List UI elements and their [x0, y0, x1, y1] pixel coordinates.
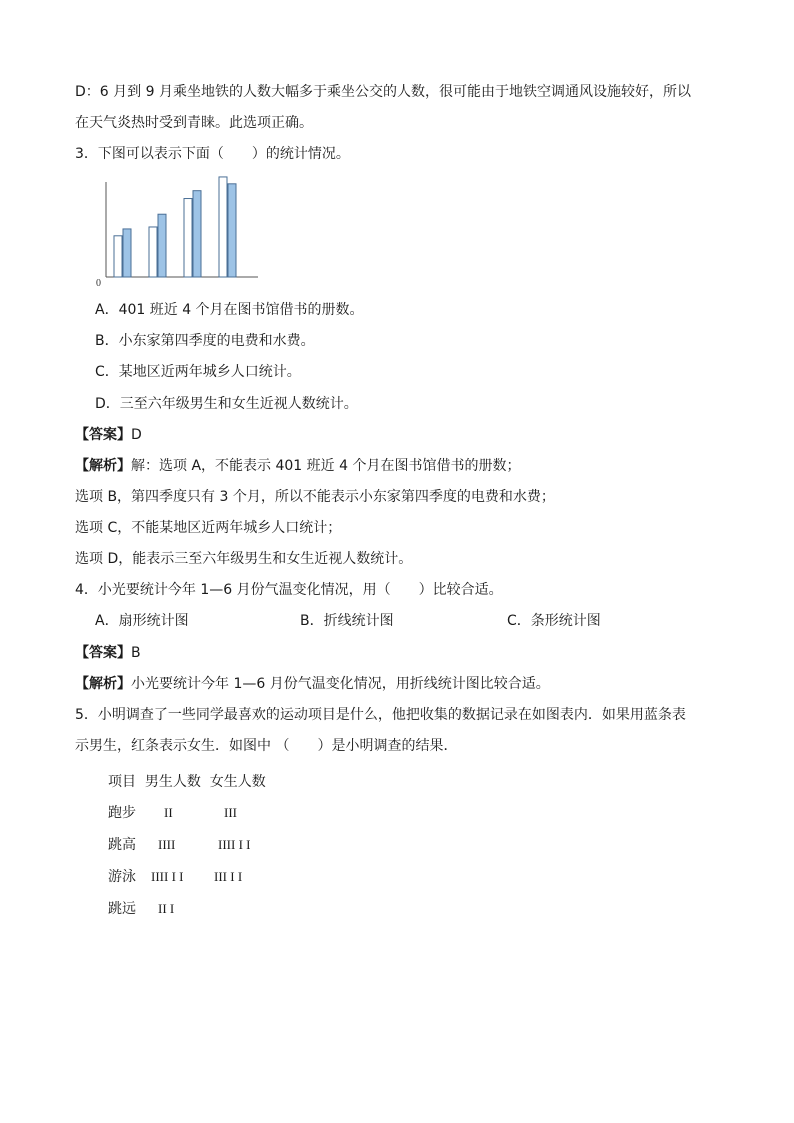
chart-bars [114, 177, 236, 277]
q3-analysis-line3: 选项 C，不能某地区近两年城乡人口统计； [75, 520, 342, 536]
bar-series2-group4 [228, 184, 236, 277]
q5-row-item: 跳高 [108, 837, 136, 853]
q4-analysis [75, 674, 550, 694]
q3-answer [75, 425, 142, 445]
q4-analysis-tag: 【解析】 [75, 676, 131, 692]
q4-option-b: B．折线统计图 [300, 613, 394, 629]
q5-row-item: 跳远 [108, 901, 136, 917]
bar-series2-group3 [193, 191, 201, 277]
q5-row-boys: IIII I I [151, 869, 184, 884]
q2-option-d-line1: D：6 月到 9 月乘坐地铁的人数大幅多于乘坐公交的人数，很可能由于地铁空调通风设施较好，所以 [75, 84, 691, 100]
q3-option-d: D．三至六年级男生和女生近视人数统计。 [95, 396, 358, 412]
q4-stem: 4．小光要统计今年 1—6 月份气温变化情况，用（ ）比较合适。 [75, 582, 503, 598]
q5-row-girls: III [224, 805, 237, 820]
q5-row-boys: II [164, 805, 173, 820]
q5-row-high-jump [0, 835, 794, 855]
chart-origin-label: 0 [96, 278, 101, 289]
bar-series1-group3 [184, 199, 192, 277]
bar-series2-group1 [123, 229, 131, 277]
q5-row-boys: IIII [158, 837, 176, 852]
q3-analysis-line1 [75, 456, 520, 476]
q3-analysis-line4: 选项 D，能表示三至六年级男生和女生近视人数统计。 [75, 551, 413, 567]
bar-series2-group2 [158, 214, 166, 277]
q5-row-running [0, 803, 794, 823]
q5-row-boys: II I [158, 901, 175, 916]
q3-answer-value: D [131, 427, 142, 443]
q5-table-header: 项目 男生人数 女生人数 [108, 774, 266, 790]
q5-stem-line1: 5．小明调查了一些同学最喜欢的运动项目是什么，他把收集的数据记录在如图表内．如果用蓝条表 [75, 707, 686, 723]
bar-series1-group4 [219, 177, 227, 277]
q5-stem-line2: 示男生，红条表示女生．如图中 （ ）是小明调查的结果． [75, 738, 458, 754]
q4-answer-value: B [131, 645, 141, 661]
q3-option-b: B．小东家第四季度的电费和水费。 [95, 333, 315, 349]
q5-row-item: 跑步 [108, 805, 136, 821]
q5-row-girls: IIII I I [218, 837, 251, 852]
q2-option-d-line2: 在天气炎热时受到青睐。此选项正确。 [75, 115, 313, 131]
q5-row-long-jump [0, 899, 794, 919]
q4-option-a: A．扇形统计图 [95, 613, 189, 629]
q4-answer [75, 643, 141, 663]
bar-series1-group2 [149, 227, 157, 277]
q3-analysis-text1: 解：选项 A，不能表示 401 班近 4 个月在图书馆借书的册数； [131, 458, 521, 474]
q5-row-girls: III I I [214, 869, 243, 884]
q5-row-item: 游泳 [108, 869, 136, 885]
bar-series1-group1 [114, 236, 122, 277]
q4-option-c: C．条形统计图 [507, 613, 601, 629]
q4-answer-tag: 【答案】 [75, 645, 131, 661]
q4-options-row [0, 611, 794, 631]
q3-option-a: A．401 班近 4 个月在图书馆借书的册数。 [95, 302, 364, 318]
q3-bar-chart [90, 170, 270, 290]
q5-row-swimming [0, 867, 794, 887]
q3-option-c: C．某地区近两年城乡人口统计。 [95, 364, 301, 380]
q3-analysis-tag: 【解析】 [75, 458, 131, 474]
q3-analysis-line2: 选项 B，第四季度只有 3 个月，所以不能表示小东家第四季度的电费和水费； [75, 489, 555, 505]
q3-stem: 3．下图可以表示下面（ ）的统计情况。 [75, 146, 350, 162]
q4-analysis-text: 小光要统计今年 1—6 月份气温变化情况，用折线统计图比较合适。 [131, 676, 550, 692]
q3-answer-tag: 【答案】 [75, 427, 131, 443]
